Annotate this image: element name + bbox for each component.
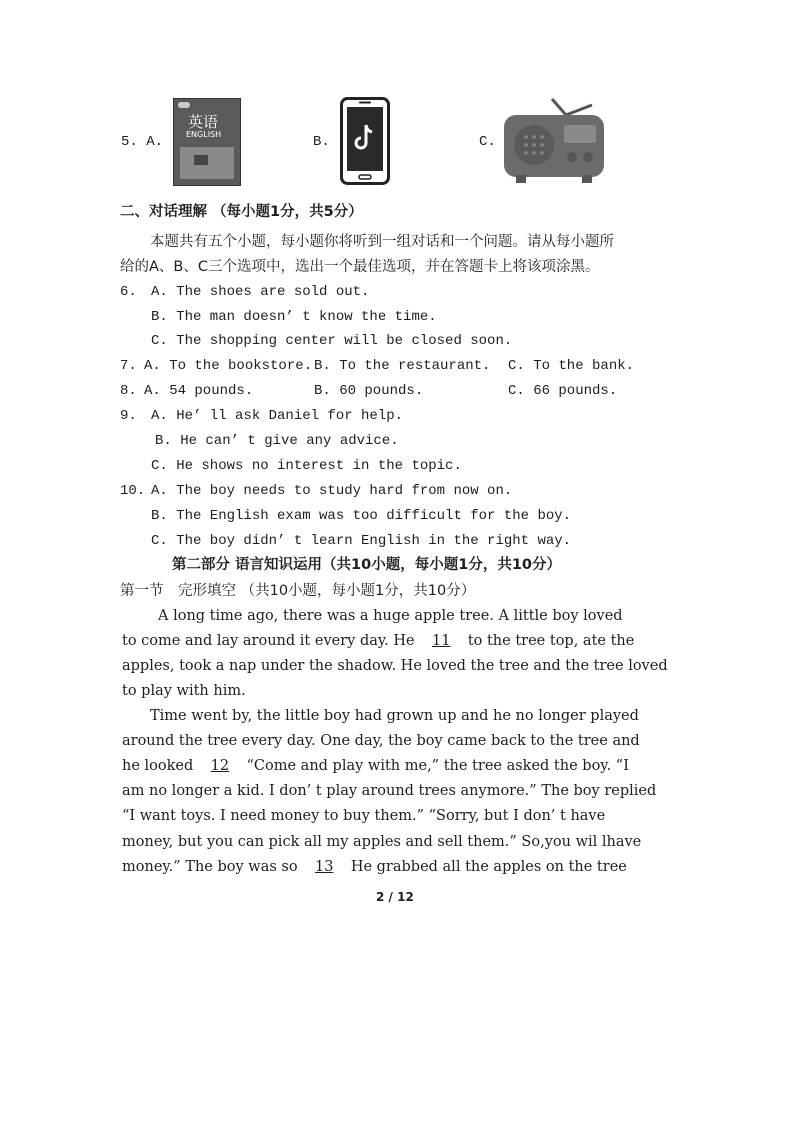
option-text: A. He’ ll ask Daniel for help. [151,408,404,424]
option-text: C. The shopping center will be closed soon. [151,333,513,349]
page-number: 2 / 12 [376,890,414,904]
section-heading-cloze: 第一节 完形填空 （共10小题，每小题1分，共10分） [120,583,476,599]
book-title-en: ENGLISH [186,130,222,139]
passage-line: apples, took a nap under the shadow. He loved the tree and the tree loved [122,658,668,674]
passage-line: money, but you can pick all my apples and sell them.” So,you wil lhave [122,834,642,850]
option-text: C. To the bank. [508,358,635,374]
section-intro-line2: 给的A、B、C三个选项中，选出一个最佳选项，并在答题卡上将该项涂黑。 [120,259,600,275]
section-intro-line1: 本题共有五个小题，每小题你将听到一组对话和一个问题。请从每小题所 [150,234,614,250]
option-text: A. 54 pounds. [144,383,254,399]
passage-line: to play with him. [122,683,246,699]
passage-line: he looked 12 “Come and play with me,” the tree asked the boy. “I [122,758,629,774]
option-text: B. To the restaurant. [314,358,491,374]
question-number: 7. [120,358,137,374]
q5-option-c-label: C. [479,134,496,150]
part-heading: 第二部分 语言知识运用（共10小题，每小题1分，共10分） [172,557,561,573]
question-number: 6. [120,284,137,300]
option-text: B. He can’ t give any advice. [155,433,399,449]
q5-number: 5. A. [121,134,164,150]
english-textbook-icon [173,98,241,186]
option-text: C. The boy didn’ t learn English in the right way. [151,533,572,549]
blank-13: 13 [314,859,334,875]
question-number: 9. [120,408,137,424]
passage-line: around the tree every day. One day, the boy came back to the tree and [122,733,640,749]
option-text: C. He shows no interest in the topic. [151,458,462,474]
question-number: 10. [120,483,146,499]
book-title-cn: 英语 [188,113,219,131]
passage-line: “I want toys. I need money to buy them.” “Sorry, but I don’ t have [122,808,606,824]
tiktok-phone-icon [340,97,390,185]
option-text: B. The English exam was too difficult for the boy. [151,508,572,524]
passage-line: to come and lay around it every day. He 11 to the tree top, ate the [122,633,635,649]
option-text: C. 66 pounds. [508,383,618,399]
question-number: 8. [120,383,137,399]
option-text: A. To the bookstore. [144,358,313,374]
option-text: A. The shoes are sold out. [151,284,370,300]
passage-line: Time went by, the little boy had grown up and he no longer played [150,708,639,724]
blank-12: 12 [210,758,230,774]
blank-11: 11 [431,633,451,649]
passage-line: am no longer a kid. I don’ t play around trees anymore.” The boy replied [122,783,657,799]
section-heading-dialogue: 二、对话理解 （每小题1分，共5分） [120,204,363,220]
option-text: B. 60 pounds. [314,383,424,399]
option-text: A. The boy needs to study hard from now on. [151,483,513,499]
option-text: B. The man doesn’ t know the time. [151,309,437,325]
passage-line: A long time ago, there was a huge apple tree. A little boy loved [158,608,623,624]
radio-icon [502,95,606,187]
passage-line: money.” The boy was so 13 He grabbed all the apples on the tree [122,859,627,875]
q5-option-b-label: B. [313,134,330,150]
